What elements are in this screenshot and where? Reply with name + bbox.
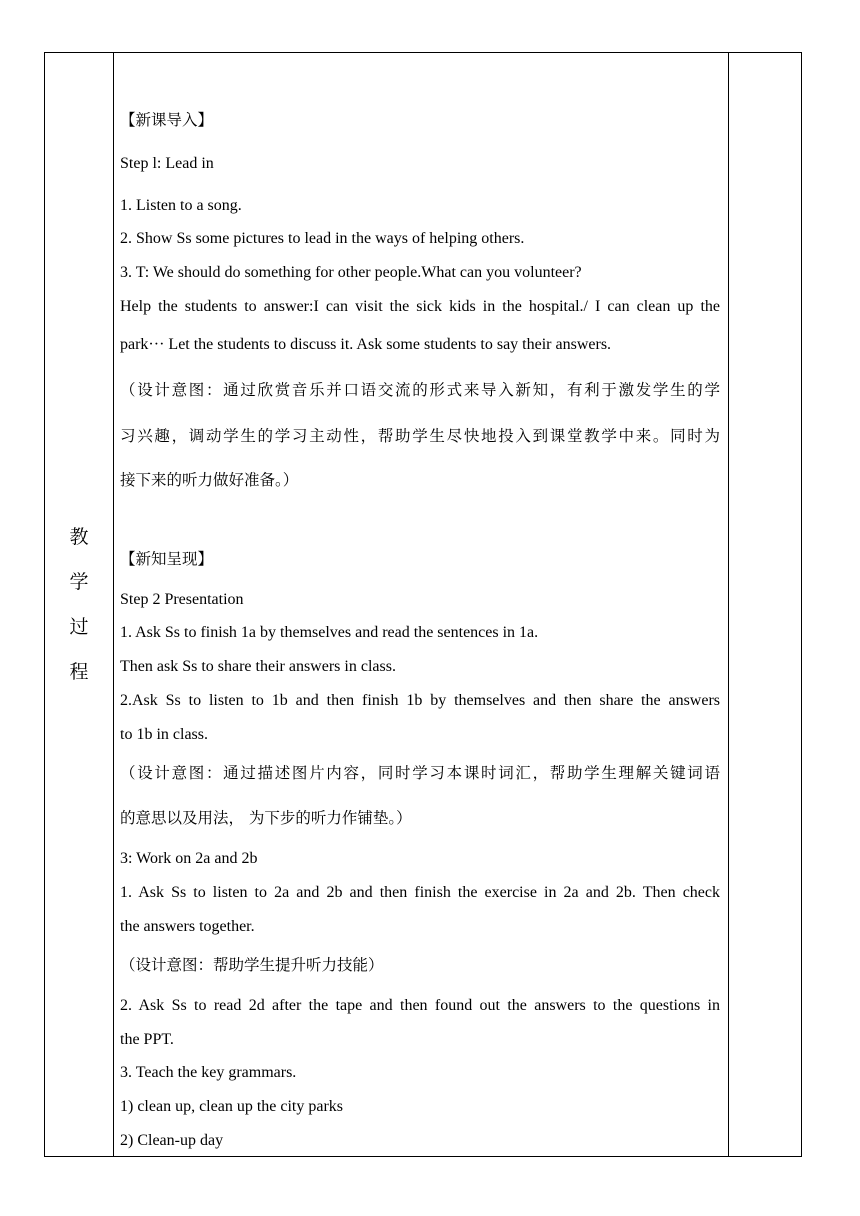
design-note-line: 习兴趣，调动学生的学习主动性，帮助学生尽快地投入到课堂教学中来。同时为 [120,427,720,445]
text-line: the PPT. [120,1031,174,1048]
text-line: Then ask Ss to share their answers in class. [120,658,396,675]
text-line: 3. T: We should do something for other people.What can you volunteer? [120,264,582,281]
text-line: 2. Ask Ss to read 2d after the tape and then found out the answers to the questions in [120,997,720,1014]
side-char: 学 [69,571,89,593]
section-heading-lead-in: 【新课导入】 [120,111,214,129]
list-item: 2) Clean-up day [120,1132,224,1149]
column-divider-left [113,53,114,1156]
text-line: the answers together. [120,918,255,935]
text-line: to 1b in class. [120,726,208,743]
text-line: 1. Ask Ss to finish 1a by themselves and read the sentences in 1a. [120,624,539,641]
design-note-line: （设计意图：通过描述图片内容，同时学习本课时词汇，帮助学生理解关键词语 [120,764,720,782]
list-item: 1) clean up, clean up the city parks [120,1098,344,1115]
step-heading: 3: Work on 2a and 2b [120,850,258,867]
side-char: 程 [69,661,89,683]
design-note-line: 接下来的听力做好准备。） [120,471,299,489]
side-label-teaching-process [45,515,113,695]
side-char: 过 [69,616,89,638]
text-line: Help the students to answer:I can visit the sick kids in the hospital./ I can clean up the [120,298,720,315]
design-note-line: 的意思以及用法， 为下步的听力作铺垫。） [120,809,412,827]
column-divider-right [728,53,729,1156]
side-char: 教 [69,526,89,548]
design-note-line: （设计意图：帮助学生提升听力技能） [120,956,384,974]
text-line: park··· Let the students to discuss it. Ask some students to say their answers. [120,336,612,353]
step-heading: Step l: Lead in [120,155,214,172]
section-heading-presentation: 【新知呈现】 [120,550,214,568]
design-note-line: （设计意图：通过欣赏音乐并口语交流的形式来导入新知，有利于激发学生的学 [120,381,720,399]
text-line: 2. Show Ss some pictures to lead in the ways of helping others. [120,230,525,247]
text-line: 3. Teach the key grammars. [120,1064,297,1081]
text-line: 1. Ask Ss to listen to 2a and 2b and then finish the exercise in 2a and 2b. Then check [120,884,720,901]
text-line: 2.Ask Ss to listen to 1b and then finish 1b by themselves and then share the answers [120,692,720,709]
step-heading: Step 2 Presentation [120,591,244,608]
text-line: 1. Listen to a song. [120,197,242,214]
